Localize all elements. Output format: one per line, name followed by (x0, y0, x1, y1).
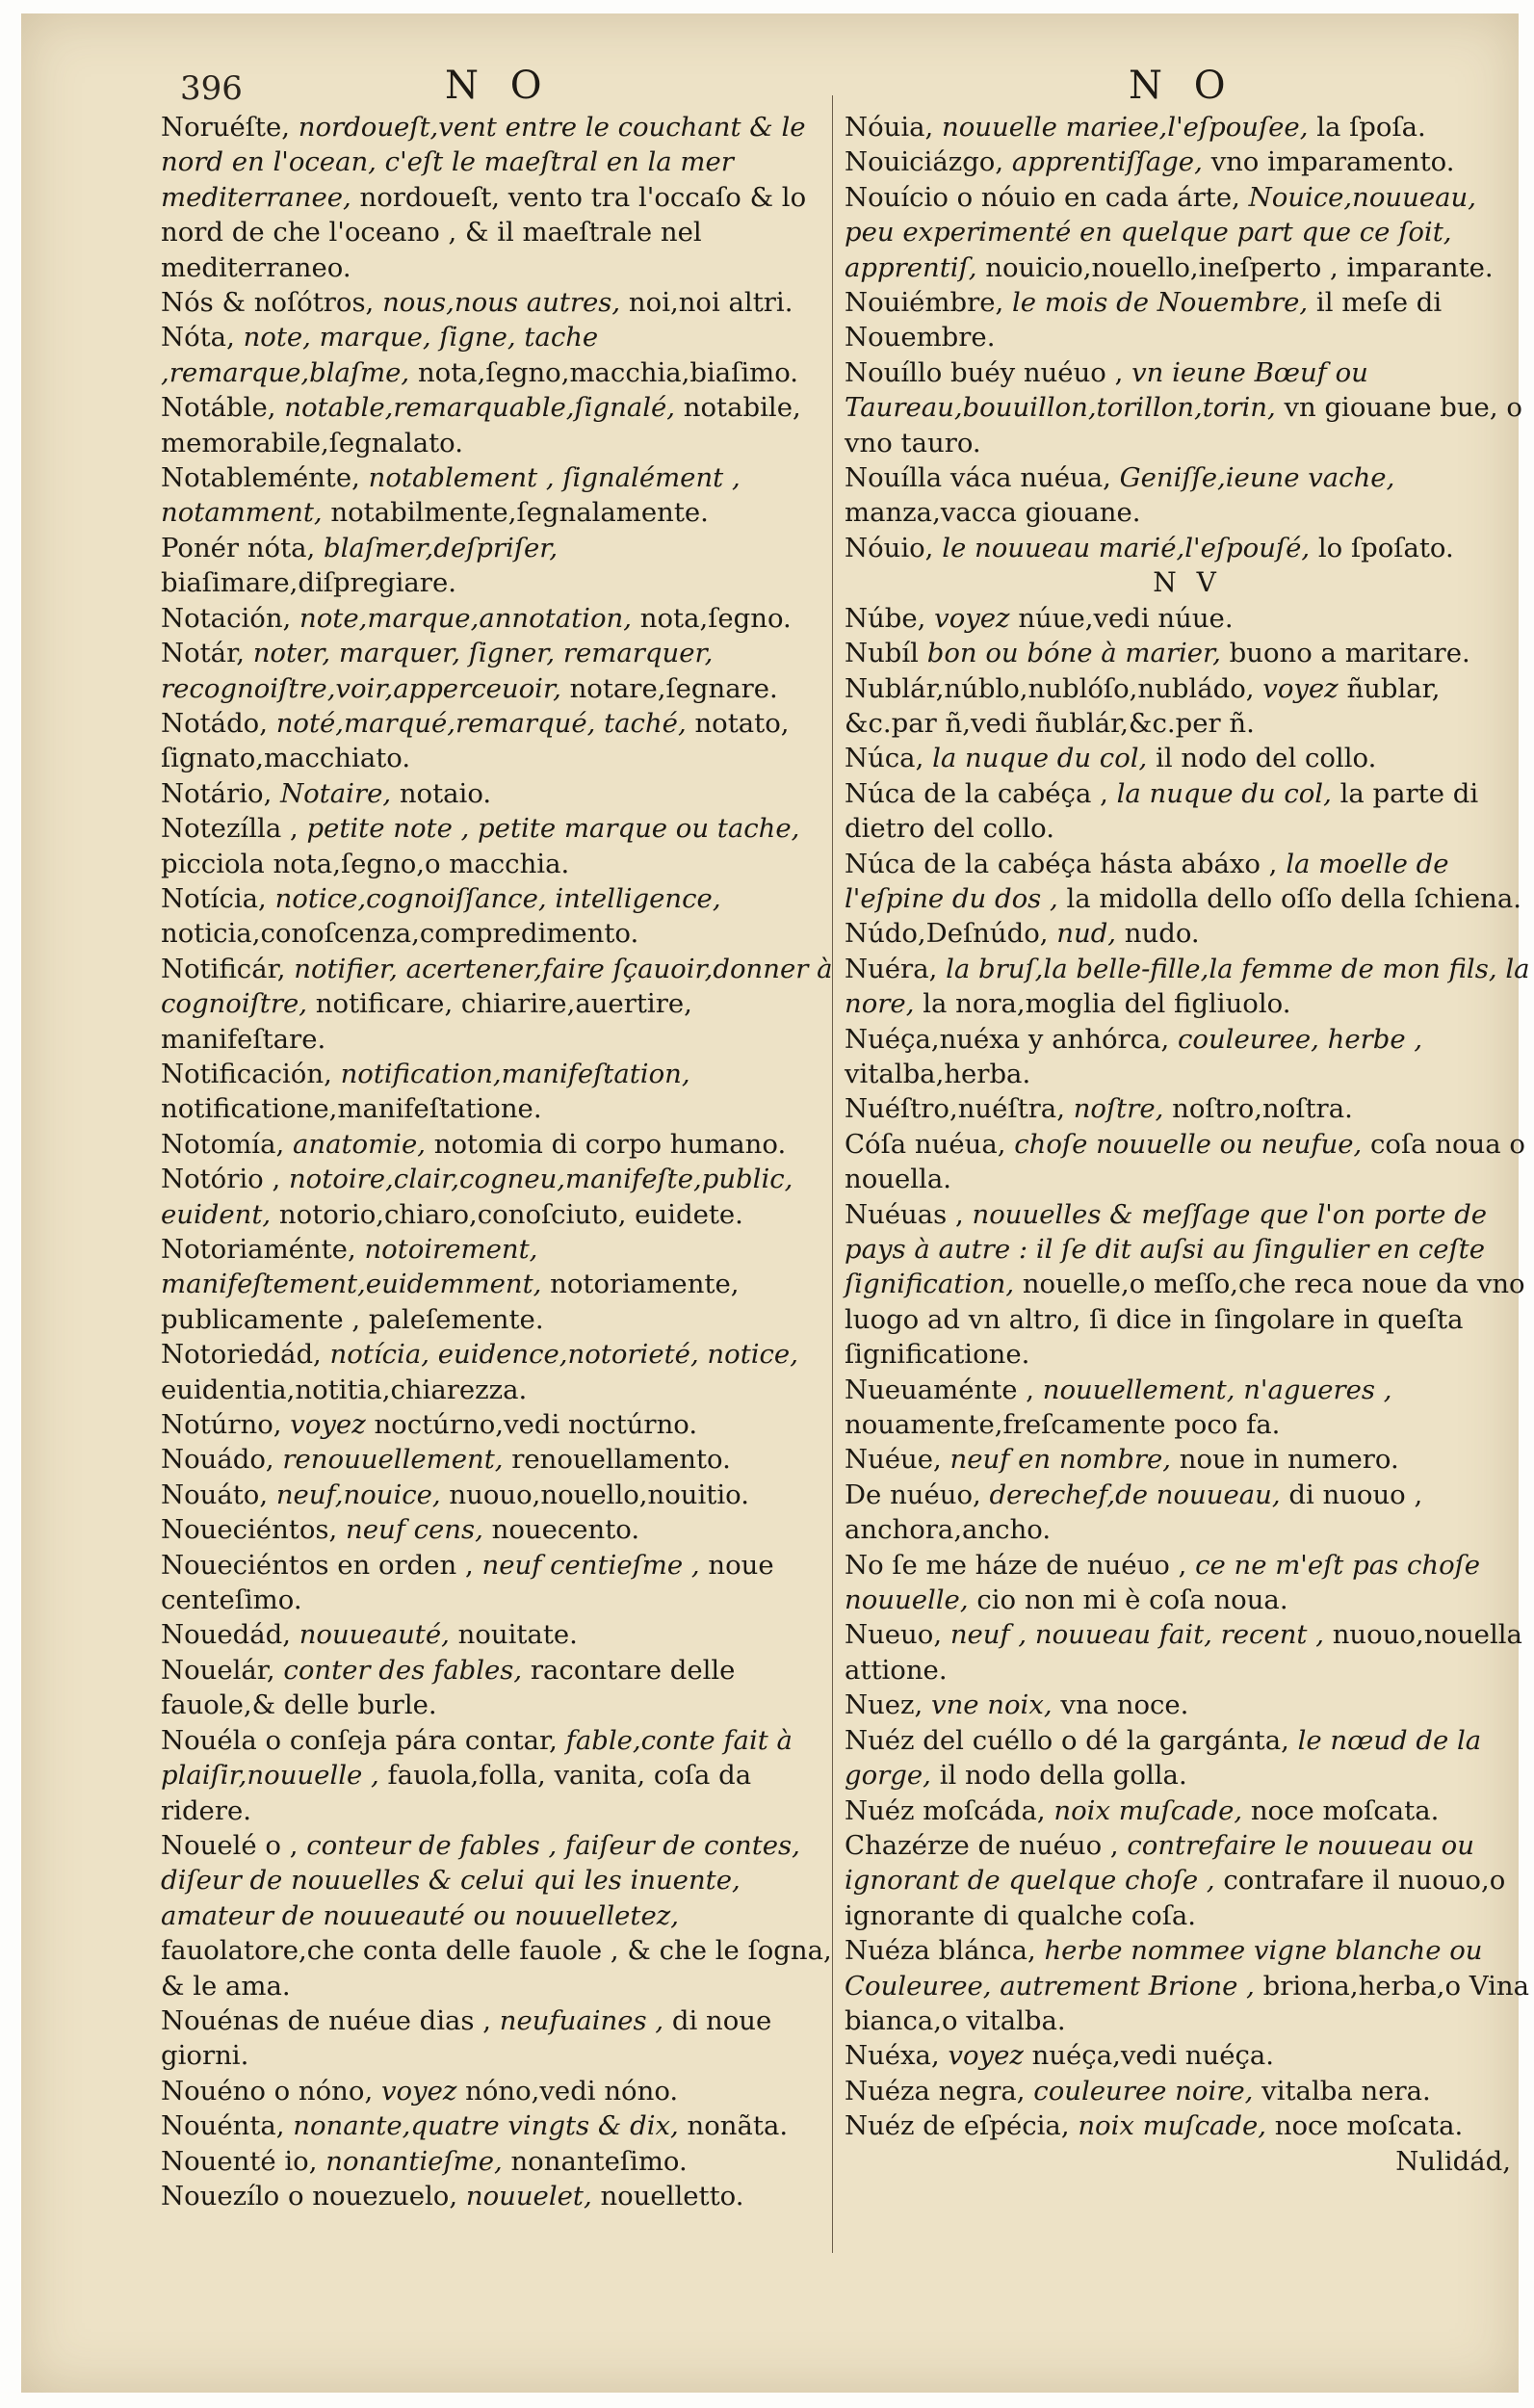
dictionary-entry (161, 1653, 846, 1723)
italian-gloss: nuéça,vedi nuéça. (1031, 2040, 1275, 2072)
dictionary-entry (845, 180, 1530, 285)
italian-gloss: notoriamente, publicamente , paleſemente. (161, 1269, 740, 1335)
french-gloss: ce ne m'eſt pas choſe nouuelle, (845, 1549, 1481, 1616)
dictionary-entry (845, 1442, 1530, 1477)
headword: De nuéuo, (845, 1479, 981, 1510)
french-gloss: nouuelles & meſſage que l'on porte de pays à autre : il ſe dit auſsi au ſingulier en ceſte ſignification, (845, 1198, 1488, 1300)
dictionary-entry (161, 1162, 846, 1232)
dictionary-entry (161, 531, 846, 601)
headword: No ſe me háze de nuéuo , (845, 1549, 1187, 1581)
italian-gloss: racontare delle fauole,& delle burle. (161, 1654, 736, 1721)
italian-gloss: notabile, memorabile,ſegnalato. (161, 392, 801, 458)
dictionary-entry (845, 1127, 1530, 1197)
italian-gloss: nuouo,nouella attione. (845, 1619, 1522, 1686)
french-gloss: petite note , petite marque ou tache, (306, 813, 800, 845)
dictionary-entry (845, 1197, 1530, 1373)
dictionary-entry (161, 1478, 846, 1512)
headword: Notário, (161, 777, 273, 809)
dictionary-entry (161, 1337, 846, 1407)
french-gloss: nouuellement, n'agueres , (1042, 1374, 1392, 1405)
french-gloss: couleuree noire, (1033, 2075, 1254, 2107)
italian-gloss: noctúrno,vedi noctúrno. (374, 1409, 698, 1441)
italian-gloss: noue centeſimo. (161, 1549, 774, 1616)
french-gloss: nous,nous autres, (382, 287, 621, 319)
headword: Nouéla o conſeja pára contar, (161, 1724, 558, 1756)
italian-gloss: nóno,vedi nóno. (465, 2075, 679, 2107)
headword: Nuéuas , (845, 1198, 964, 1230)
headword: Notádo, (161, 707, 268, 739)
italian-gloss: nota,ſegno,macchia,biaſimo. (417, 356, 799, 388)
headword: Notoriedád, (161, 1339, 322, 1371)
french-gloss: noix muſcade, (1078, 2110, 1267, 2142)
dictionary-entry (845, 1548, 1530, 1618)
headword: Nóuia, (845, 112, 934, 143)
italian-gloss: biaſimare,diſpregiare. (161, 567, 456, 599)
italian-gloss: coſa noua o nouella. (845, 1128, 1525, 1195)
dictionary-entry (161, 706, 846, 776)
headword: Nós & noſótros, (161, 287, 375, 319)
french-gloss: neuf , nouueau fait, recent , (949, 1619, 1324, 1651)
headword: Notório , (161, 1164, 281, 1195)
french-gloss: nonante,quatre vingts & dix, (293, 2110, 679, 2142)
italian-gloss: la midolla dello oſſo della ſchiena. (1066, 882, 1521, 914)
dictionary-entry (845, 531, 1530, 565)
dictionary-entry (845, 110, 1530, 144)
french-gloss: vne noix, (931, 1689, 1053, 1721)
italian-gloss: il meſe di Nouembre. (845, 287, 1443, 353)
french-gloss: derechef,de nouueau, (989, 1479, 1281, 1510)
dictionary-entry (161, 1548, 846, 1618)
headword: Núbe, (845, 602, 926, 634)
headword: Nuez, (845, 1689, 923, 1721)
dictionary-entry (161, 1407, 846, 1442)
headword: Nouenté io, (161, 2145, 318, 2177)
french-gloss: notification,manifeſtation, (340, 1058, 690, 1089)
dictionary-entry (161, 1723, 846, 1828)
italian-gloss: notificare, chiarire,auertire, manifeſtare. (161, 988, 692, 1055)
italian-gloss: nuouo,nouello,nouitio. (449, 1479, 749, 1510)
dictionary-entry (845, 1688, 1530, 1722)
headword: Notomía, (161, 1128, 285, 1160)
dictionary-entry (845, 2074, 1530, 2108)
headword: Notezílla , (161, 813, 299, 845)
headword: Nuéz de eſpécia, (845, 2110, 1070, 2142)
french-gloss: notice,cognoiſſance, intelligence, (274, 882, 721, 914)
headword: Nouénas de nuéue dias , (161, 2004, 491, 2036)
headword: Nouiémbre, (845, 287, 1004, 319)
italian-gloss: noue in numero. (1179, 1444, 1399, 1476)
french-gloss: noter, marquer, ſigner, remarquer, recognoiſtre,voir,apperceuoir, (161, 638, 714, 704)
headword: Nouáto, (161, 1479, 269, 1510)
french-gloss: noſtre, (1073, 1093, 1164, 1125)
italian-gloss: noce moſcata. (1250, 1794, 1440, 1826)
french-gloss: notícia, euidence,notorieté, notice, (329, 1339, 798, 1371)
dictionary-entry (845, 2038, 1530, 2073)
dictionary-entry (845, 1478, 1530, 1548)
italian-gloss: notificatione,manifeſtatione. (161, 1093, 542, 1125)
italian-gloss: noce moſcata. (1274, 2110, 1464, 2142)
french-gloss: notable,remarquable,ſignalé, (284, 392, 676, 424)
dictionary-entry (845, 1022, 1530, 1092)
italian-gloss: vitalba,herba. (845, 1058, 1031, 1089)
italian-gloss: notare,ſegnare. (569, 672, 778, 704)
headword: Nublár,núblo,nublóſo,nubládo, (845, 672, 1255, 704)
headword: Notificación, (161, 1058, 332, 1089)
headword: Noueciéntos, (161, 1514, 338, 1546)
italian-gloss: notomia di corpo humano. (433, 1128, 787, 1160)
french-gloss: voyez (1262, 672, 1339, 704)
dictionary-entry (161, 2179, 846, 2213)
french-gloss: le nouueau marié,l'eſpouſé, (942, 532, 1311, 563)
french-gloss: la moelle de l'eſpine du dos , (845, 848, 1449, 914)
italian-gloss: notato, ſignato,macchiato. (161, 707, 790, 774)
dictionary-entry (845, 1933, 1530, 2038)
headword: Chazérze de nuéuo , (845, 1829, 1119, 1861)
french-gloss: neuf en nombre, (949, 1444, 1171, 1476)
french-gloss: neuf centieſme , (481, 1549, 700, 1581)
headword: Nouelár, (161, 1654, 275, 1686)
headword: Nouénta, (161, 2110, 285, 2142)
headword: Notícia, (161, 882, 267, 914)
left-column (161, 110, 846, 2213)
book-page (21, 13, 1530, 2393)
french-gloss: neuf,nouice, (275, 1479, 441, 1510)
italian-gloss: nouecento. (491, 1514, 640, 1546)
italian-gloss: nouamente,freſcamente poco fa. (845, 1409, 1281, 1441)
dictionary-entry (845, 1617, 1530, 1688)
dictionary-entry (161, 2003, 846, 2074)
dictionary-entry (845, 355, 1530, 460)
dictionary-entry (161, 636, 846, 706)
headword: Nuéra, (845, 953, 938, 984)
italian-gloss: di noue giorni. (161, 2004, 772, 2072)
italian-gloss: picciola nota,ſegno,o macchia. (161, 848, 570, 879)
headword: Nouéno o nóno, (161, 2075, 374, 2107)
italian-gloss: di nuouo , anchora,ancho. (845, 1479, 1423, 1546)
italian-gloss: notaio. (399, 777, 492, 809)
headword: Nouezílo o nouezuelo, (161, 2180, 458, 2212)
headword: Nouílla váca nuéua, (845, 462, 1111, 494)
italian-gloss: nordoueſt, vento tra l'occaſo & lo nord de che l'oceano , & il maeſtrale nel mediterraneo. (161, 181, 807, 283)
headword: Núca de la cabéça , (845, 777, 1108, 809)
italian-gloss: núue,vedi núue. (1018, 602, 1234, 634)
dictionary-entry (161, 1828, 846, 2003)
catchword: Nulidád, (1395, 2145, 1511, 2177)
italian-gloss: il nodo del collo. (1156, 743, 1377, 774)
italian-gloss: contrafare il nuouo,o ignorante di qualche coſa. (845, 1865, 1506, 1931)
dictionary-entry (161, 1617, 846, 1652)
dictionary-entry (161, 390, 846, 460)
french-gloss: couleuree, herbe , (1178, 1023, 1423, 1055)
italian-gloss: la parte di dietro del collo. (845, 777, 1479, 845)
italian-gloss: nudo. (1124, 918, 1200, 950)
headword: Nuéça,nuéxa y anhórca, (845, 1023, 1170, 1055)
italian-gloss: euidentia,notitia,chiarezza. (161, 1374, 528, 1405)
dictionary-entry (161, 110, 846, 285)
dictionary-entry (161, 460, 846, 531)
french-gloss: nud, (1056, 918, 1117, 950)
italian-gloss: buono a maritare. (1229, 638, 1470, 669)
italian-gloss: ñublar, &c.par ñ,vedi ñublár,&c.per ñ. (845, 672, 1441, 739)
dictionary-entry (845, 1091, 1530, 1126)
headword: Nouedád, (161, 1619, 291, 1651)
italian-gloss: la ſpoſa. (1316, 112, 1426, 143)
dictionary-entry (845, 1828, 1530, 1933)
italian-gloss: briona,herba,o Vina bianca,o vitalba. (845, 1970, 1530, 2036)
dictionary-entry (161, 881, 846, 952)
headword: Nuéſtro,nuéſtra, (845, 1093, 1065, 1125)
french-gloss: voyez (290, 1409, 366, 1441)
dictionary-entry (161, 285, 846, 320)
section-heading: N V (1153, 566, 1222, 599)
dictionary-entry (845, 1793, 1530, 1828)
dictionary-entry (845, 671, 1530, 742)
french-gloss: conteur de fables , faiſeur de contes, diſeur de nouuelles & celui qui les inuente, amateur de nouueauté ou nouuelletez, (161, 1829, 800, 1931)
french-gloss: la nuque du col, (932, 743, 1148, 774)
headword: Nuéz del cuéllo o dé la gargánta, (845, 1724, 1289, 1756)
headword: Núca de la cabéça hásta abáxo , (845, 848, 1278, 879)
headword: Nueuo, (845, 1619, 943, 1651)
italian-gloss: il nodo della golla. (939, 1760, 1187, 1792)
headword: Nubíl (845, 638, 919, 669)
running-head-left: N O (445, 64, 552, 108)
french-gloss: note, marque, ſigne, tache ,remarque,blaſme, (161, 322, 599, 388)
italian-gloss: nouicio,nouello,ineſperto , imparante. (985, 251, 1494, 283)
italian-gloss: vitalba nera. (1261, 2075, 1431, 2107)
headword: Cóſa nuéua, (845, 1128, 1006, 1160)
headword: Notableménte, (161, 462, 360, 494)
dictionary-entry (845, 741, 1530, 775)
french-gloss: noix muſcade, (1053, 1794, 1243, 1826)
dictionary-entry (845, 460, 1530, 531)
dictionary-entry (161, 2108, 846, 2143)
dictionary-entry (845, 1723, 1530, 1793)
dictionary-entry (845, 144, 1530, 179)
french-gloss: renouuellement, (282, 1444, 504, 1476)
italian-gloss: lo ſpoſato. (1317, 532, 1454, 563)
headword: Nóuio, (845, 532, 934, 563)
italian-gloss: notabilmente,ſegnalamente. (330, 497, 709, 529)
italian-gloss: renouellamento. (511, 1444, 731, 1476)
french-gloss: Nouice,nouueau, peu experimenté en quelque part que ce ſoit, apprentiſ, (845, 181, 1476, 283)
french-gloss: notablement , ſignalément , notamment, (161, 462, 741, 529)
dictionary-entry (161, 952, 846, 1057)
dictionary-entry (845, 1373, 1530, 1443)
french-gloss: neufuaines , (499, 2004, 664, 2036)
italian-gloss: nonanteſimo. (510, 2145, 688, 2177)
italian-gloss: noi,noi altri. (628, 287, 793, 319)
dictionary-entry (845, 636, 1530, 670)
italian-gloss: vn giouane bue, o vno tauro. (845, 392, 1522, 458)
italian-gloss: noticia,conoſcenza,compredimento. (161, 918, 639, 950)
headword: Núdo,Deſnúdo, (845, 918, 1049, 950)
french-gloss: Notaire, (280, 777, 392, 809)
french-gloss: neuf cens, (346, 1514, 483, 1546)
headword: Ponér nóta, (161, 532, 316, 563)
dictionary-entry (161, 601, 846, 636)
french-gloss: fable,conte fait à plaiſir,nouuelle , (161, 1724, 793, 1792)
dictionary-entry (161, 1057, 846, 1127)
headword: Nuéxa, (845, 2040, 940, 2072)
dictionary-entry (161, 1442, 846, 1477)
headword: Noueciéntos en orden , (161, 1549, 474, 1581)
italian-gloss: vno imparamento. (1210, 146, 1455, 178)
headword: Nouíllo buéy nuéuo , (845, 356, 1124, 388)
headword: Nouiciázgo, (845, 146, 1004, 178)
italian-gloss: cio non mi è coſa noua. (976, 1584, 1288, 1616)
dictionary-entry (845, 2108, 1530, 2143)
french-gloss: conter des fables, (283, 1654, 523, 1686)
french-gloss: bon ou bóne à marier, (926, 638, 1221, 669)
italian-gloss: nouelle,o meſſo,che reca noue da vno luogo ad vn altro, ſi dice in ſingolare in queſta ſignificatione. (845, 1269, 1525, 1371)
french-gloss: la nuque du col, (1116, 777, 1332, 809)
headword: Nuéza blánca, (845, 1935, 1036, 1967)
headword: Notáble, (161, 392, 276, 424)
dictionary-entry (845, 285, 1530, 355)
italian-gloss: fauola,folla, vanita, coſa da ridere. (161, 1760, 752, 1826)
french-gloss: vn ieune Bœuf ou Taureau,bouuillon,torillon,torin, (845, 356, 1368, 424)
dictionary-entry (845, 776, 1530, 847)
french-gloss: apprentiſſage, (1011, 146, 1203, 178)
dictionary-entry (161, 2074, 846, 2108)
dictionary-entry (161, 1127, 846, 1162)
french-gloss: nouuelle mariee,l'eſpouſee, (942, 112, 1309, 143)
dictionary-entry (161, 1512, 846, 1547)
french-gloss: la bruſ,la belle-fille,la femme de mon fils, la nore, (845, 953, 1530, 1020)
italian-gloss: nouelletto. (600, 2180, 744, 2212)
dictionary-entry (845, 847, 1530, 917)
running-head-right: N O (1129, 64, 1235, 108)
french-gloss: notoirement, manifeſtement,euidemment, (161, 1234, 542, 1300)
headword: Nueuaménte , (845, 1374, 1035, 1405)
headword: Nuéz moſcáda, (845, 1794, 1046, 1826)
french-gloss: notifier, acertener,faire ſçauoir,donner à cognoiſtre, (161, 953, 833, 1020)
italian-gloss: notorio,chiaro,conoſciuto, euidete. (278, 1198, 743, 1230)
french-gloss: nonantieſme, (325, 2145, 503, 2177)
french-gloss: noté,marqué,remarqué, taché, (275, 707, 687, 739)
headword: Notoriaménte, (161, 1234, 356, 1265)
dictionary-entry (845, 601, 1530, 636)
headword: Notación, (161, 602, 292, 634)
italian-gloss: noſtro,noſtra. (1172, 1093, 1353, 1125)
italian-gloss: fauolatore,che conta delle fauole , & che le ſogna, & le ama. (161, 1935, 832, 2002)
dictionary-entry (161, 1232, 846, 1337)
french-gloss: herbe nommee vigne blanche ou Couleuree, autrement Brione , (845, 1935, 1483, 2002)
headword: Nóta, (161, 322, 235, 353)
french-gloss: nouuelet, (465, 2180, 592, 2212)
french-gloss: note,marque,annotation, (299, 602, 632, 634)
french-gloss: voyez (948, 2040, 1024, 2072)
italian-gloss: nonãta. (687, 2110, 789, 2142)
italian-gloss: nota,ſegno. (639, 602, 792, 634)
french-gloss: nouueauté, (299, 1619, 450, 1651)
right-column (845, 110, 1530, 2179)
headword: Nouício o nóuio en cada árte, (845, 181, 1240, 213)
french-gloss: voyez (380, 2075, 457, 2107)
italian-gloss: vna noce. (1060, 1689, 1189, 1721)
dictionary-entry (845, 916, 1530, 951)
headword: Notár, (161, 638, 245, 669)
french-gloss: contrefaire le nouueau ou ignorant de quelque choſe , (845, 1829, 1474, 1897)
french-gloss: le nœud de la gorge, (845, 1724, 1482, 1792)
headword: Nuéza negra, (845, 2075, 1026, 2107)
french-gloss: notoire,clair,cogneu,manifeſte,public, euident, (161, 1164, 793, 1230)
headword: Nouelé o , (161, 1829, 299, 1861)
dictionary-entry (161, 811, 846, 881)
french-gloss: choſe nouuelle ou neufue, (1014, 1128, 1363, 1160)
headword: Nouádo, (161, 1444, 274, 1476)
french-gloss: le mois de Nouembre, (1012, 287, 1309, 319)
italian-gloss: nouitate. (457, 1619, 578, 1651)
headword: Notificár, (161, 953, 286, 984)
french-gloss: blaſmer,deſpriſer, (324, 532, 559, 563)
dictionary-entry (161, 776, 846, 811)
headword: Noruéſte, (161, 112, 290, 143)
headword: Nuéue, (845, 1444, 942, 1476)
french-gloss: nordoueſt,vent entre le couchant & le nord en l'ocean, c'eſt le maeſtral en la mer mediterranee, (161, 112, 806, 213)
french-gloss: voyez (934, 602, 1010, 634)
italian-gloss: manza,vacca giouane. (845, 497, 1141, 529)
dictionary-entry (845, 952, 1530, 1022)
french-gloss: Geniſſe,ieune vache, (1119, 462, 1395, 494)
headword: Notúrno, (161, 1409, 282, 1441)
dictionary-entry (161, 2144, 846, 2179)
dictionary-entry (161, 320, 846, 390)
italian-gloss: la nora,moglia del figliuolo. (923, 988, 1291, 1020)
page-number: 396 (180, 69, 243, 108)
french-gloss: anatomie, (293, 1128, 426, 1160)
headword: Núca, (845, 743, 924, 774)
